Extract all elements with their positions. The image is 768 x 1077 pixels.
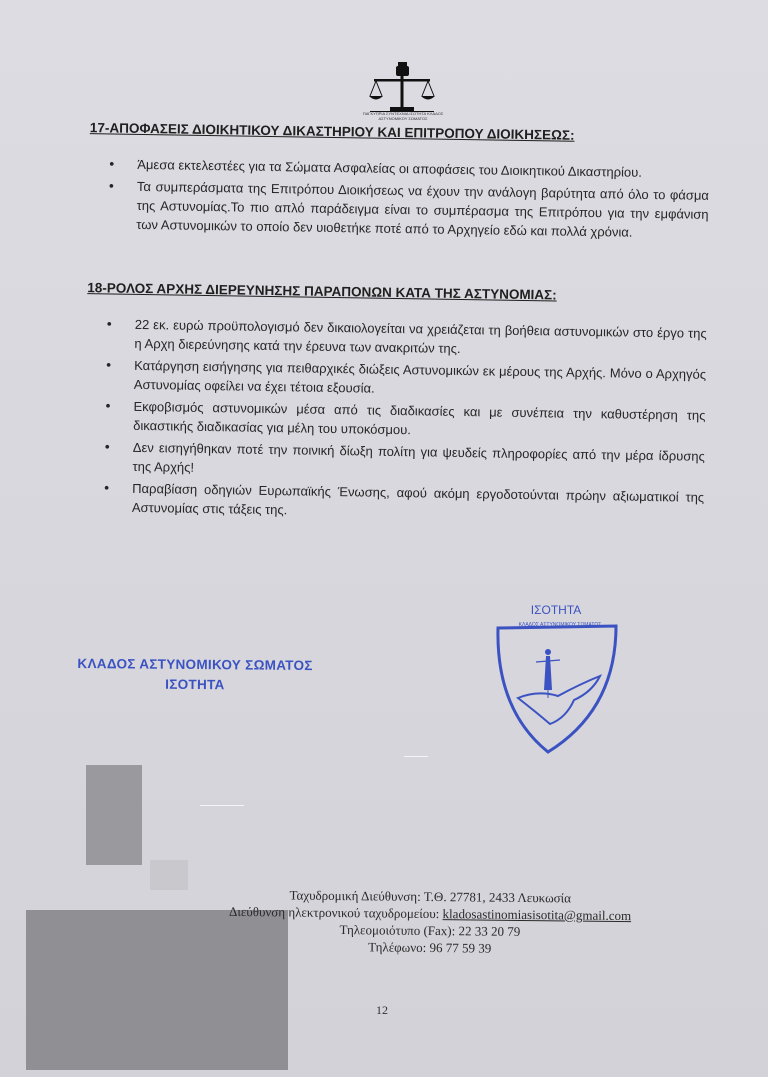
section-17-title: 17-ΑΠΟΦΑΣΕΙΣ ΔΙΟΙΚΗΤΙΚΟΥ ΔΙΚΑΣΤΗΡΙΟΥ ΚΑΙ ΕΠΙΤΡΟΠΟΥ ΔΙΟΙΚΗΣΕΩΣ: bbox=[89, 120, 575, 143]
fax-line: Τηλεομοιότυπο (Fax): 22 33 20 79 bbox=[339, 922, 521, 939]
contact-footer bbox=[150, 885, 711, 959]
redacted-area bbox=[86, 765, 142, 865]
page-number: 12 bbox=[376, 1003, 388, 1017]
signature-line-1: ΚΛΑΔΟΣ ΑΣΤΥΝΟΜΙΚΟΥ ΣΩΜΑΤΟΣ bbox=[77, 655, 313, 674]
stamp-title: ΙΣΟΤΗΤΑ bbox=[530, 603, 582, 617]
postal-address: Ταχυδρομική Διεύθυνση: Τ.Θ. 27781, 2433 Λευκωσία bbox=[289, 887, 572, 906]
section-18-list bbox=[104, 314, 707, 528]
list-item: • Παραβίαση οδηγιών Ευρωπαϊκής Ένωσης, αφού ακόμη εργοδοτούνται πρώην αξιωματικοί της Αστυνομίας στις τάξεις της. bbox=[104, 479, 705, 518]
bullet-icon: • bbox=[109, 155, 115, 172]
logo-caption: ΠΑΓΚΥΠΡΙΑ ΣΥΝΤΕΧΝΙΑ ΙΣΟΤΗΤΑ ΚΛΑΔΟΣ ΑΣΤΥΝΟΜΙΚΟΥ ΣΩΜΑΤΟΣ bbox=[362, 111, 444, 121]
bullet-icon: • bbox=[104, 438, 110, 455]
bullet-icon: • bbox=[106, 315, 112, 332]
phone-line: Τηλέφωνο: 96 77 59 39 bbox=[368, 939, 492, 956]
divider bbox=[404, 756, 428, 757]
list-item: • Τα συμπεράσματα της Επιτρόπου Διοικήσεως να έχουν την ανάλογη βαρύτητα από όλο το φάσμα της Αστυνομίας.Το πιο απλό παράδειγμα είναι το συμπέρασμα της Επιτρόπου για την εμφάνιση των Αστυνομικών το οποίο δεν υιοθετήκε ποτέ από το Αρχηγείο εδώ και πολλά χρόνια. bbox=[108, 177, 710, 240]
signature-line-2: ΙΣΟΤΗΤΑ bbox=[165, 676, 225, 693]
bullet-icon: • bbox=[104, 479, 110, 496]
email-line: Διεύθυνση ηλεκτρονικού ταχυδρομείου: kladosastinomiasisotita@gmail.com bbox=[228, 903, 632, 924]
signature-block bbox=[70, 654, 320, 696]
list-item: • 22 εκ. ευρώ προϋπολογισμό δεν δικαιολογείται να χρειάζεται τη βοήθεια αστυνομικών στο έργο της η Αρχη διερεύνησης κατά την έρευνα των ανακριτών της. bbox=[106, 315, 707, 357]
email-link[interactable]: kladosastinomiasisotita@gmail.com bbox=[442, 906, 632, 924]
list-item: • Εκφοβισμός αστυνομικών μέσα από τις διαδικασίες και με συνέπεια την καθυστέρηση της δικαστικής διαδικασίας για μέλη του υποκόσμου. bbox=[105, 397, 706, 438]
divider bbox=[200, 805, 244, 806]
bullet-icon: • bbox=[106, 356, 112, 373]
list-item: • Κατάργηση εισήγησης για πειθαρχικές διώξεις Αστυνομικών εκ μέρους της Αρχής. Μόνο ο Αρχηγός Αστυνομίας οφείλει να έχει τέτοια εξουσία. bbox=[106, 356, 707, 396]
list-item: • Άμεσα εκτελεστέες για τα Σώματα Ασφαλείας οι αποφάσεις του Διοικητικού Δικαστηρίου. bbox=[109, 155, 643, 180]
organization-stamp bbox=[488, 600, 618, 760]
section-17-list bbox=[108, 154, 709, 245]
stamp-subtitle: ΚΛΑΔΟΣ ΑΣΤΥΝΟΜΙΚΟΥ ΣΩΜΑΤΟΣ bbox=[518, 622, 602, 628]
list-item: • Δεν εισηγήθηκαν ποτέ την ποινική δίωξη πολίτη για ψευδείς πληροφορίες από την μέρα ίδρυσης της Αρχής! bbox=[104, 438, 705, 475]
bullet-icon: • bbox=[105, 397, 111, 414]
bullet-icon: • bbox=[108, 177, 115, 194]
section-18-title: 18-ΡΟΛΟΣ ΑΡΧΗΣ ΔΙΕΡΕΥΝΗΣΗΣ ΠΑΡΑΠΟΝΩΝ ΚΑΤΑ ΤΗΣ ΑΣΤΥΝΟΜΙΑΣ: bbox=[87, 280, 557, 303]
